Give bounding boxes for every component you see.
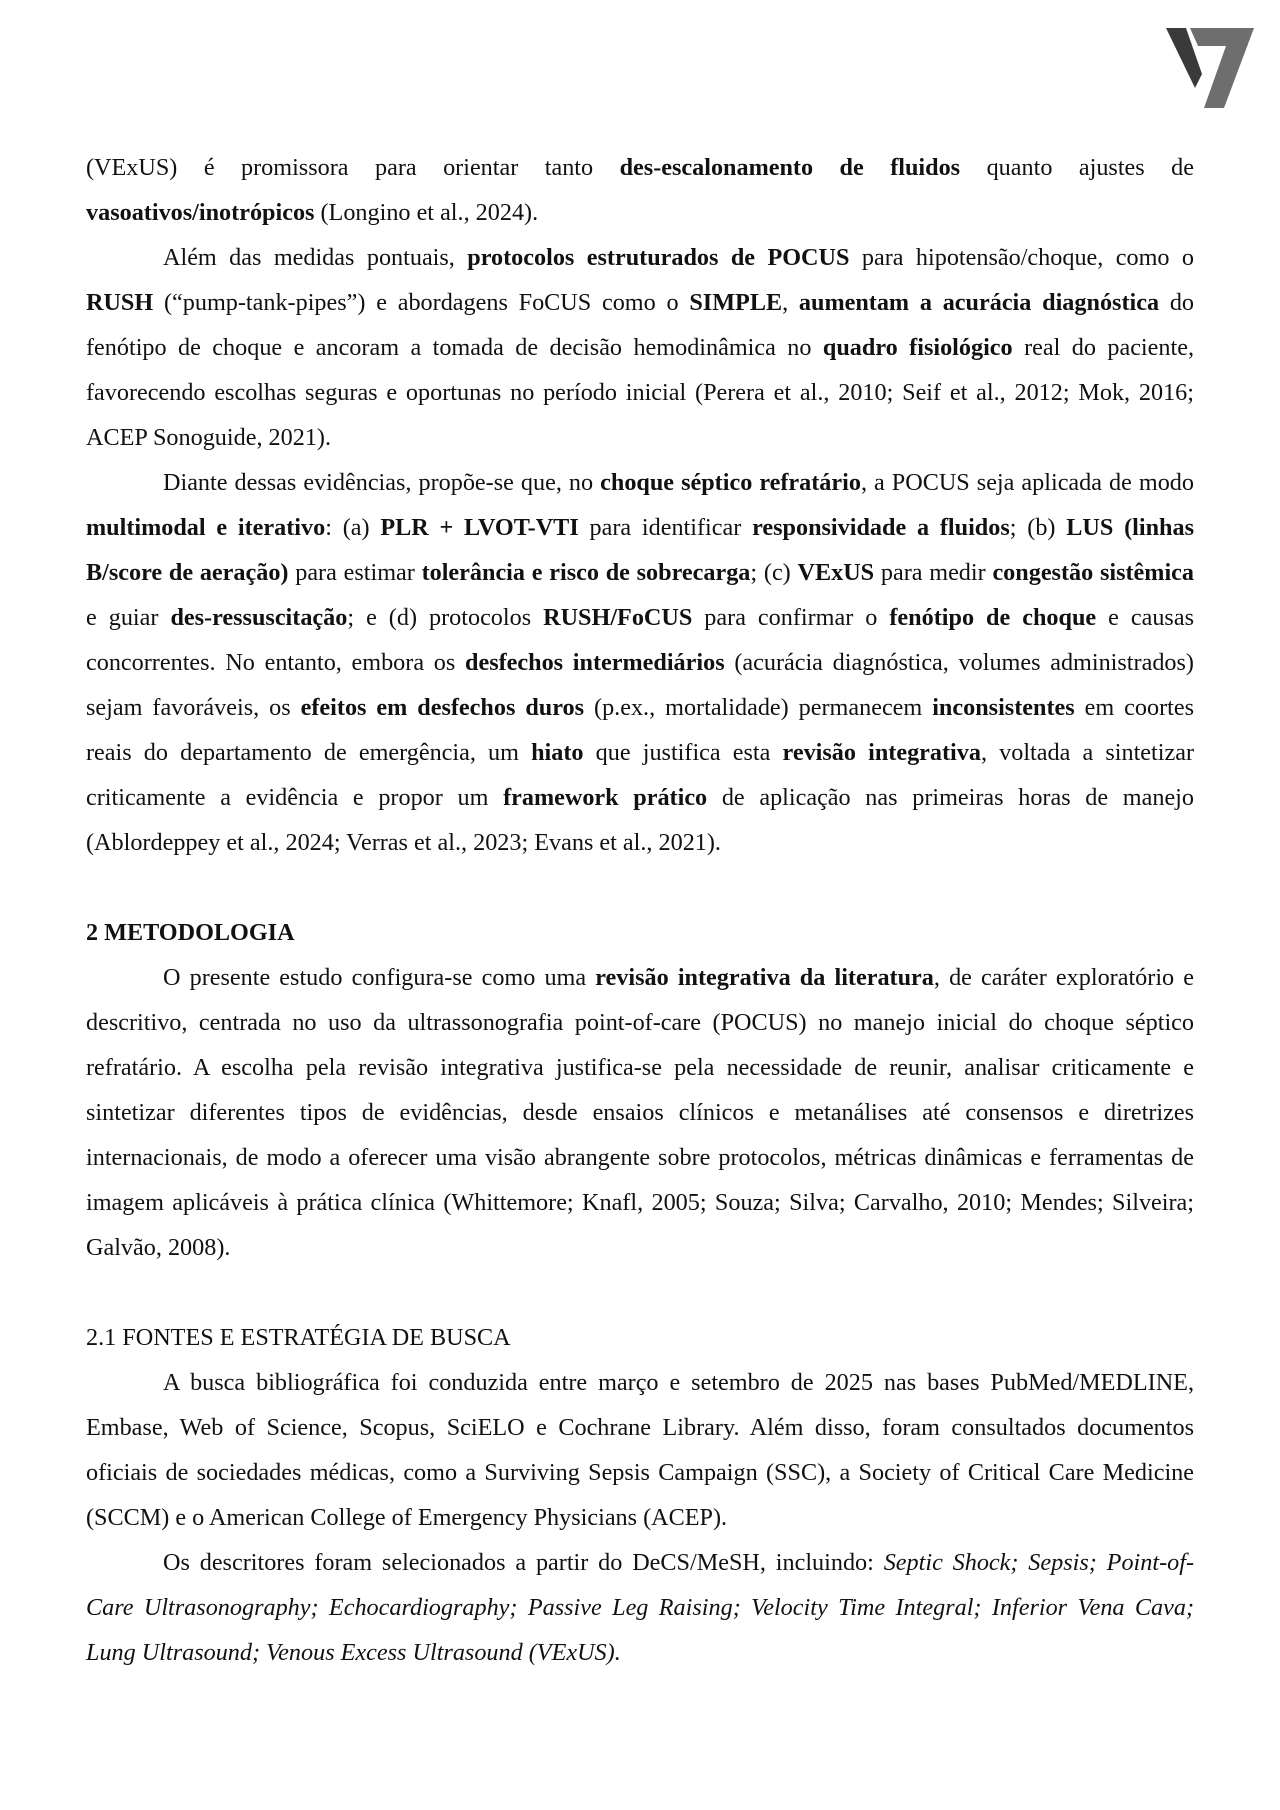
text-run: (p.ex., mortalidade) permanecem (584, 694, 933, 721)
text-run: (VExUS) é promissora para orientar tanto (86, 154, 620, 181)
text-run: ; e (d) protocolos (347, 604, 544, 631)
section-heading: 2 METODOLOGIA (86, 919, 295, 946)
bold-text: VExUS (797, 559, 875, 586)
body-paragraph (86, 460, 1194, 865)
bold-text: vasoativos/inotrópicos (86, 199, 315, 226)
text-run: em coortes reais do departamento de emergência, um (86, 694, 1195, 766)
text-run: e guiar (86, 604, 171, 631)
bold-text: framework prático (503, 784, 708, 811)
bold-text: efeitos em desfechos duros (300, 694, 585, 721)
text-run: ; (c) (750, 559, 798, 586)
bold-text: protocolos estruturados de POCUS (467, 244, 850, 271)
bold-text: hiato (531, 739, 584, 766)
italic-text: Septic Shock; Sepsis; Point-of-Care Ultrasonography; Echocardiography; Passive Leg Raising; Velocity Time Integral; Inferior Vena Cava; Lung Ultrasound; Venous Excess Ultrasound (VExUS). (86, 1549, 1194, 1666)
body-paragraph (86, 145, 1194, 235)
text-run: real do paciente, favorecendo escolhas seguras e oportunas no período inicial (Perera et al., 2010; Seif et al., 2012; Mok, 2016; ACEP Sonoguide, 2021). (86, 334, 1194, 451)
text-run: para medir (874, 559, 993, 586)
bold-text: revisão integrativa (782, 739, 981, 766)
text-run: de aplicação nas primeiras horas de manejo (Ablordeppey et al., 2024; Verras et al., 2023; Evans et al., 2021). (86, 784, 1194, 856)
bold-text: tolerância e risco de sobrecarga (421, 559, 751, 586)
v7-logo-icon (1160, 24, 1260, 114)
text-run: Além das medidas pontuais, (163, 244, 468, 271)
bold-text: multimodal e iterativo (86, 514, 326, 541)
text-run: : (a) (325, 514, 381, 541)
logo-graphic (1160, 24, 1260, 114)
bold-text: congestão sistêmica (992, 559, 1194, 586)
text-run: , a POCUS seja aplicada de modo (860, 469, 1194, 496)
body-paragraph (86, 955, 1194, 1270)
document-page (86, 145, 1194, 1675)
text-run: para estimar (288, 559, 422, 586)
text-run: (acurácia diagnóstica, volumes administrados) sejam favoráveis, os (86, 649, 1194, 721)
bold-text: LUS (linhas B/score de aeração) (86, 514, 1194, 586)
bold-text: responsividade a fluidos (752, 514, 1010, 541)
bold-text: des-escalonamento de fluidos (619, 154, 961, 181)
text-run: O presente estudo configura-se como uma (163, 964, 596, 991)
text-run: para hipotensão/choque, como o (849, 244, 1194, 271)
bold-text: fenótipo de choque (889, 604, 1097, 631)
paragraph-gap (86, 865, 1194, 910)
bold-text: PLR + LVOT-VTI (380, 514, 579, 541)
text-run: , voltada a sintetizar criticamente a evidência e propor um (86, 739, 1195, 811)
text-run: ; (b) (1009, 514, 1067, 541)
text-run: quanto ajustes de (960, 154, 1195, 181)
text-run: (Longino et al., 2024). (314, 199, 539, 226)
text-run: , (782, 289, 799, 316)
bold-text: RUSH/FoCUS (543, 604, 693, 631)
bold-text: inconsistentes (932, 694, 1075, 721)
bold-text: SIMPLE (689, 289, 783, 316)
bold-text: aumentam a acurácia diagnóstica (798, 289, 1160, 316)
bold-text: revisão integrativa da literatura (595, 964, 934, 991)
text-run: que justifica esta (583, 739, 783, 766)
paragraph-gap (86, 1270, 1194, 1315)
text-run: do fenótipo de choque e ancoram a tomada de decisão hemodinâmica no (86, 289, 1195, 361)
body-paragraph (86, 235, 1194, 460)
body-paragraph (86, 1360, 1194, 1540)
text-run: (“pump-tank-pipes”) e abordagens FoCUS como o (153, 289, 690, 316)
text-run: para identificar (578, 514, 753, 541)
text-run: Os descritores foram selecionados a partir do DeCS/MeSH, incluindo: (163, 1549, 884, 1576)
text-run: para confirmar o (692, 604, 890, 631)
bold-text: des-ressuscitação (170, 604, 348, 631)
subsection-heading: 2.1 FONTES E ESTRATÉGIA DE BUSCA (86, 1324, 511, 1351)
text-run: Diante dessas evidências, propõe-se que, no (163, 469, 601, 496)
bold-text: RUSH (86, 289, 154, 316)
bold-text: desfechos intermediários (465, 649, 725, 676)
text-run: e causas concorrentes. No entanto, embora os (86, 604, 1194, 676)
bold-text: quadro fisiológico (822, 334, 1013, 361)
body-paragraph (86, 1540, 1194, 1675)
text-run: A busca bibliográfica foi conduzida entre março e setembro de 2025 nas bases PubMed/MEDLINE, Embase, Web of Science, Scopus, SciELO e Cochrane Library. Além disso, foram consultados documentos oficiais de sociedades médicas, como a Surviving Sepsis Campaign (SSC), a Society of Critical Care Medicine (SCCM) e o American College of Emergency Physicians (ACEP). (86, 1369, 1194, 1531)
bold-text: choque séptico refratário (600, 469, 861, 496)
text-run: , de caráter exploratório e descritivo, centrada no uso da ultrassonografia point-of-care (POCUS) no manejo inicial do choque séptico refratário. A escolha pela revisão integrativa justifica-se pela necessidade de reunir, analisar criticamente e sintetizar diferentes tipos de evidências, desde ensaios clínicos e metanálises até consensos e diretrizes internacionais, de modo a oferecer uma visão abrangente sobre protocolos, métricas dinâmicas e ferramentas de imagem aplicáveis à prática clínica (Whittemore; Knafl, 2005; Souza; Silva; Carvalho, 2010; Mendes; Silveira; Galvão, 2008). (86, 964, 1195, 1261)
